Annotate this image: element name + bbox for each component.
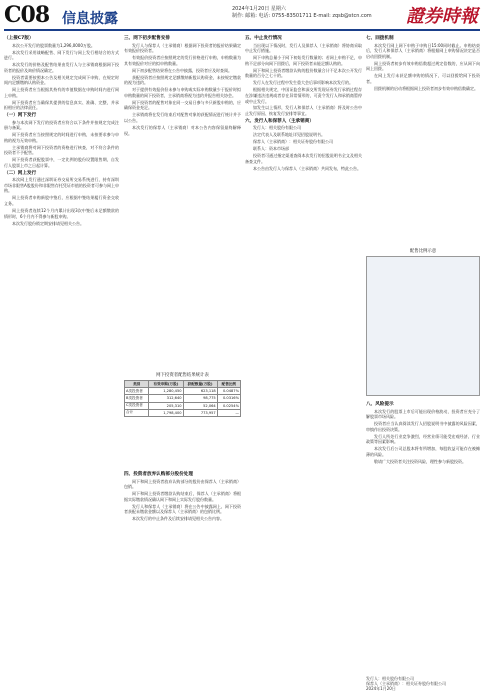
paragraph: 发行人：相关股份有限公司	[253, 125, 301, 131]
column-2	[124, 34, 241, 364]
paragraph: 网上投资者连续12个月内累计出现3次中签后未足额缴款的情形时，6个月内不得参与新股申购。	[4, 207, 119, 219]
paragraph: 网下投资者获配股票中，一定比例的股份设置限售期，自发行人股票上市之日起计算。	[4, 157, 119, 168]
column-2-lower	[124, 470, 241, 660]
column-1	[4, 34, 119, 694]
header-info	[232, 6, 372, 20]
paragraph: 本次发行的股票上市后可能出现价格波动，投资者应充分了解股票市场风险。	[366, 408, 480, 420]
table-header-cell: 获配数量(万股)	[183, 381, 217, 388]
section-heading: （二）网上发行	[4, 170, 37, 176]
paragraph: 网上投资者申购新股中签后，应根据中签结果履行资金交收义务。	[4, 195, 119, 206]
column-4-lower	[366, 400, 480, 670]
paragraph: 投资者应当认真阅读发行人招股说明书中披露的风险因素，审慎作出投资决策。	[366, 421, 480, 432]
paragraph: 本次发行后公司总股本将有所增加，每股收益可能存在被摊薄的风险。	[366, 446, 480, 457]
section-heading: （一）网下发行	[4, 113, 37, 119]
chart-area	[366, 256, 480, 396]
paragraph: 本次发行的中止条件及后续安排请见相关公告内容。	[132, 516, 224, 522]
paragraph: 本次发行的保荐人（主承销商）对本公告内容保留最终解释权。	[124, 125, 241, 136]
table-cell: 98,775	[183, 395, 217, 402]
paragraph: 网上投资者应当根据其持有的市值数据在申购时间内进行网上申购。	[4, 87, 119, 98]
date-line: 2024年1月20日 星期六	[232, 6, 286, 12]
table-cell: B类投资者	[125, 395, 149, 402]
paragraph: 网下和网上投资者放弃认购部分的股份由保荐人（主承销商）包销。	[124, 478, 241, 490]
paragraph: 敬请广大投资者关注投资风险，理性参与新股投资。	[374, 458, 466, 464]
paragraph: 法定代表人及联系地址详见招股说明书。	[253, 132, 325, 138]
paragraph: 发行人和保荐人（主承销商）将在公告中披露网上、网下投资者获配未缴款金额以及保荐人（主承销商）的包销比例。	[124, 503, 241, 515]
paragraph: 本次发行网上网下申购于申购日15:00同时截止。申购结束后，发行人和保荐人（主承销商）将根据网上申购情况决定是否启动回拨机制。	[366, 42, 480, 59]
table-cell: 773,957	[183, 409, 217, 416]
paragraph: 网下投资者的配售对象在同一交易日参与多只新股申购的，应确保资金充足。	[124, 99, 241, 111]
paragraph: 获配投资者应按照规定足额缴纳新股认购资金，未按规定缴款的视为违约。	[124, 74, 241, 86]
paragraph: 网下和网上投资者缴款认购的股份数量合计不足本次公开发行数量的百分之七十的。	[245, 67, 362, 79]
table-cell: 312,640	[149, 395, 183, 402]
table-header-cell: 有效申购(万股)	[149, 381, 183, 388]
paragraph: 当出现以下情况时，发行人及保荐人（主承销商）将协商采取中止发行措施。	[245, 42, 362, 54]
paragraph: 联系人：资本市场部	[253, 146, 289, 152]
contact-line: 制作: 邮箱: 电话: 0755-83501711 E-mail: zqsb@stcn.com	[232, 13, 372, 19]
chart-block	[366, 248, 480, 396]
section-heading: 七、回拨机制	[366, 36, 394, 41]
table-cell: A类投资者	[125, 388, 149, 395]
paragraph: 本次网上发行通过深圳证券交易所交易系统进行，持有深圳市场非限售A股股份和非限售存托凭证市值的投资者可参与网上申购。	[4, 177, 119, 194]
paragraph: 主承销商将在发行结束后对配售对象的获配情况进行统计并予以公告。	[124, 112, 241, 124]
paragraph: 网下和网上投资者缴款认购结束后，保荐人（主承销商）将根据实际缴款情况确认网下和网上实际发行股份数量。	[124, 491, 241, 502]
table-cell: 0.0487%	[217, 388, 240, 395]
section-heading: 三、网下初步配售安排	[124, 36, 170, 41]
chart-title: 配售比例示意	[409, 249, 437, 254]
paragraph: 根据相关规定，中国证监会和深交所发现证券发行承销过程存在涉嫌违法违规或者存在异常情形的，可责令发行人和承销商暂停或中止发行。	[245, 87, 362, 104]
table-row	[125, 402, 241, 409]
section-title: 信息披露	[62, 11, 118, 27]
paragraph: 网下投资者应当确保其提供的信息真实、准确、完整，并承担相应的法律责任。	[4, 99, 119, 111]
table-cell: 0.0316%	[217, 395, 240, 402]
paragraph: 参与本次网下发行的投资者应符合以下条件并按规定完成注册与备案。	[4, 119, 119, 131]
paragraph: 本次发行采用战略配售、网下发行与网上发行相结合的方式进行。	[4, 49, 119, 61]
signatory: 发行人：相关股份有限公司	[366, 676, 414, 681]
continued-marker: （上接C7版）	[4, 36, 34, 41]
table-cell: 52,064	[183, 402, 217, 409]
paragraph: 网下初步配售结果将在公告中披露，投资者应及时查阅。	[132, 67, 232, 73]
table-row	[125, 388, 241, 395]
table-header-cell: 配售比例	[217, 381, 240, 388]
paragraph: 保荐人（主承销商）：相关证券股份有限公司	[253, 139, 333, 145]
footer-date: 2024年1月20日	[366, 686, 396, 692]
paragraph: 主承销商将对网下投资者的资格进行核查，对不符合条件的投资者不予配售。	[4, 144, 119, 156]
column-4	[366, 34, 480, 274]
paragraph: 发行人在发行过程中发生重大会后事项影响本次发行的。	[253, 80, 353, 86]
paragraph: 本公告由发行人与保荐人（主承销商）共同发布，特此公告。	[253, 165, 361, 171]
table-header-cell: 类别	[125, 381, 149, 388]
section-heading: 八、风险提示	[366, 402, 394, 407]
paragraph: 本次发行的价格及配售结果由发行人与主承销商根据网下投资者的报价及询价情况确定。	[4, 62, 119, 73]
paragraph: 发行人与保荐人（主承销商）根据网下投资者的报价结果确定有效报价投资者。	[124, 42, 241, 54]
section-heading: 五、中止发行情况	[245, 36, 282, 41]
paragraph: 发行人所处行业竞争激烈，经营业绩可能受宏观经济、行业政策等因素影响。	[366, 433, 480, 445]
table-cell: 1,798,400	[149, 409, 183, 416]
section-heading: 六、发行人和保荐人（主承销商）	[245, 118, 314, 124]
section-code: C08	[4, 2, 50, 28]
paragraph: 网下投资者应当按照规定的时间进行申购，未按要求参与申购的视为无效申购。	[4, 132, 119, 143]
table-cell: —	[217, 409, 240, 416]
table-cell: C类投资者	[125, 402, 149, 409]
table-cell: 0.0254%	[217, 402, 240, 409]
paragraph: 本次公开发行的股票数量为1,296,0000万股。	[12, 42, 95, 48]
newspaper-logo: 證券時報	[406, 6, 478, 27]
table-cell: 1,280,450	[149, 388, 183, 395]
paragraph: 回拨机制的启动将根据网上投资者初步有效申购倍数确定。	[374, 85, 478, 91]
masthead	[0, 0, 484, 30]
section-heading: 四、投资者放弃认购部分股份处理	[124, 472, 193, 477]
table-row	[125, 395, 241, 402]
paragraph: 在网上发行未获足额申购的情况下，可以回拨给网下投资者。	[366, 73, 480, 84]
paragraph: 投资者可通过指定渠道查阅本次发行的招股说明书全文及相关备查文件。	[245, 153, 362, 164]
paragraph: 本次发行股份锁定期安排请见相关公告。	[12, 220, 84, 226]
footer-signature	[366, 676, 480, 692]
paragraph: 对于提供有效报价但未参与申购或实际申购数量少于报价时拟申购数量的网下投资者，主承销商将视为违约并报告相关协会。	[124, 87, 241, 98]
column-3	[245, 34, 362, 694]
paragraph: 投资者需要按照本公告及相关规定完成网下申购，在规定时间内足额缴纳认购资金。	[4, 74, 119, 86]
table-caption: 网下投资者配售结果统计表	[156, 373, 209, 378]
paragraph: 有效报价投资者应按照规定的发行价格进行申购，申购数量为其有效报价对应的拟申购数量。	[124, 55, 241, 66]
table-cell: 623,118	[183, 388, 217, 395]
paragraph: 网上投资者初步有效申购倍数超过规定倍数的，应从网下向网上回拨。	[366, 60, 480, 72]
paragraph: 网下申购总量小于网下初始发行数量的；若网上申购不足，申购不足部分向网下回拨后，网下投资者未能足额认购的。	[245, 55, 362, 66]
allocation-table	[124, 380, 241, 417]
signatory-2: 保荐人（主承销商）：相关证券股份有限公司	[366, 681, 446, 687]
table-header-row	[125, 381, 241, 388]
paragraph: 如发生以上情形，发行人和保荐人（主承销商）将及时公告中止发行原因、恢复发行安排等事宜。	[245, 105, 362, 117]
table-row	[125, 409, 241, 416]
table-cell: 合计	[125, 409, 149, 416]
header-rule	[4, 29, 480, 31]
table-cell: 205,310	[149, 402, 183, 409]
allocation-table-block	[124, 372, 241, 464]
